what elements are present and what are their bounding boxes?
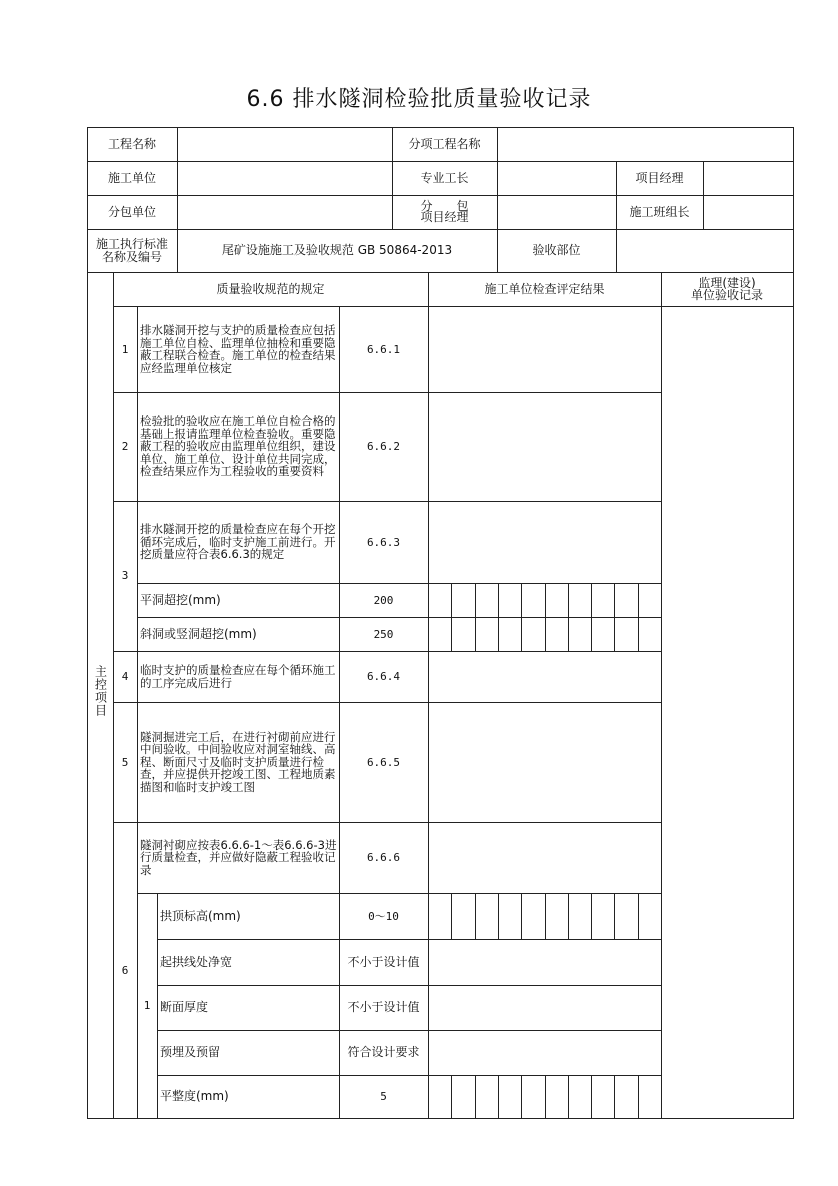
subcontractor-field[interactable]: [177, 195, 392, 229]
grid-line: [157, 1075, 662, 1076]
sub-item-text: 断面厚度: [160, 1000, 209, 1014]
grid-line: [497, 127, 498, 273]
grid-line: [87, 1118, 794, 1119]
team-leader-label: 施工班组长: [629, 204, 690, 219]
subitem-name-field[interactable]: [497, 127, 793, 161]
item-result-cell[interactable]: [428, 651, 661, 702]
grid-line: [339, 306, 340, 1119]
item-clause: 6.6.5: [366, 755, 401, 769]
item-number: 2: [121, 440, 129, 453]
grid-line: [498, 893, 499, 939]
grid-line: [113, 822, 662, 823]
grid-line: [793, 127, 794, 1119]
measurement-cell[interactable]: [545, 1075, 568, 1118]
item-number: 1: [121, 342, 129, 356]
measurement-cell[interactable]: [545, 617, 568, 651]
grid-line: [591, 1075, 592, 1118]
construction-unit-label: 施工单位: [107, 170, 156, 185]
subitem-name-label: 分项工程名称: [408, 136, 481, 151]
grid-line: [157, 985, 662, 986]
measurement-cell[interactable]: [451, 617, 474, 651]
measurement-cell[interactable]: [498, 583, 521, 617]
item-result-cell[interactable]: [428, 1030, 661, 1075]
grid-line: [638, 1075, 639, 1118]
grid-line: [568, 583, 569, 617]
grid-line: [545, 893, 546, 939]
measurement-cell[interactable]: [568, 893, 591, 939]
grid-line: [113, 392, 662, 393]
item-clause: 6.6.4: [366, 670, 401, 683]
grid-line: [157, 939, 662, 940]
item-text: 临时支护的质量检查应在每个循环施工的工序完成后进行: [140, 663, 336, 690]
measurement-cell[interactable]: [498, 617, 521, 651]
sub-item-text: 斜洞或竖洞超挖(mm): [140, 626, 257, 641]
grid-line: [475, 617, 476, 651]
sub-item-value: 不小于设计值: [347, 1000, 420, 1014]
measurement-cell[interactable]: [614, 583, 637, 617]
measurement-cell[interactable]: [638, 893, 661, 939]
subcontractor-label: 分包单位: [107, 204, 156, 219]
grid-line: [113, 651, 662, 652]
item-number: 4: [121, 670, 129, 683]
item-result-cell[interactable]: [428, 822, 661, 893]
item-text: 排水隧洞开挖的质量检查应在每个开挖循环完成后，临时支护施工前进行。开挖质量应符合表6.6.3的规定: [140, 522, 336, 562]
measurement-cell[interactable]: [545, 893, 568, 939]
measurement-cell[interactable]: [521, 617, 544, 651]
measurement-cell[interactable]: [521, 583, 544, 617]
sub-item-text: 平洞超挖(mm): [140, 592, 221, 607]
item-clause: 6.6.3: [366, 535, 401, 549]
foreman-label: 专业工长: [420, 170, 469, 185]
grid-line: [614, 617, 615, 651]
grid-line: [475, 583, 476, 617]
grid-line: [392, 127, 393, 230]
measurement-cell[interactable]: [591, 617, 614, 651]
grid-line: [638, 893, 639, 939]
item-result-cell[interactable]: [428, 985, 661, 1030]
grid-line: [451, 1075, 452, 1118]
grid-line: [498, 1075, 499, 1118]
item-clause: 6.6.1: [366, 342, 401, 356]
project-name-label: 工程名称: [107, 136, 156, 151]
grid-line: [545, 1075, 546, 1118]
item-number: 6: [121, 963, 129, 977]
item-text: 检验批的验收应在施工单位自检合格的基础上报请监理单位检查验收。重要隐蔽工程的验收应由监理单位组织，建设单位、施工单位、设计单位共同完成，检查结果应作为工程验收的重要资料: [140, 414, 336, 479]
grid-line: [521, 583, 522, 617]
grid-line: [521, 617, 522, 651]
grid-line: [638, 583, 639, 617]
measurement-cell[interactable]: [568, 617, 591, 651]
measurement-cell[interactable]: [428, 893, 451, 939]
project-name-field[interactable]: [177, 127, 392, 161]
item-clause: 6.6.2: [366, 440, 401, 453]
standard-label: [87, 229, 177, 272]
measurement-cell[interactable]: [614, 893, 637, 939]
grid-line: [614, 583, 615, 617]
measurement-cell[interactable]: [591, 893, 614, 939]
grid-line: [703, 161, 704, 230]
grid-line: [475, 893, 476, 939]
grid-line: [638, 617, 639, 651]
measurement-cell[interactable]: [428, 617, 451, 651]
grid-line: [521, 1075, 522, 1118]
item-result-cell[interactable]: [428, 702, 661, 822]
sub-item-value: 200: [373, 593, 394, 607]
grid-line: [498, 617, 499, 651]
team-leader-field[interactable]: [703, 195, 793, 229]
measurement-cell[interactable]: [568, 583, 591, 617]
contractor-result-column-header: 施工单位检查评定结果: [484, 281, 605, 296]
measurement-cell[interactable]: [521, 1075, 544, 1118]
sub-pm-label: [392, 195, 497, 229]
measurement-cell[interactable]: [638, 1075, 661, 1118]
sub-pm-field[interactable]: [497, 195, 616, 229]
measurement-cell[interactable]: [475, 1075, 498, 1118]
supervision-record-cell[interactable]: [661, 306, 793, 1118]
grid-line: [661, 272, 662, 1119]
standard-label-line2: 名称及编号: [101, 249, 162, 264]
standard-value: 尾矿设施施工及验收规范 GB 50864-2013: [221, 243, 453, 257]
grid-line: [545, 583, 546, 617]
project-manager-label: 项目经理: [635, 170, 684, 185]
sub-item-text: 起拱线处净宽: [160, 954, 233, 969]
measurement-cell[interactable]: [545, 583, 568, 617]
measurement-cell[interactable]: [638, 583, 661, 617]
measurement-cell[interactable]: [451, 1075, 474, 1118]
measurement-cell[interactable]: [451, 893, 474, 939]
measurement-cell[interactable]: [498, 893, 521, 939]
foreman-field[interactable]: [497, 161, 616, 195]
section-label-main-control: 主控项目: [93, 665, 108, 717]
grid-line: [87, 229, 794, 230]
grid-line: [451, 583, 452, 617]
sub-item-value: 0～10: [368, 909, 399, 923]
grid-line: [451, 893, 452, 939]
item-text: 排水隧洞开挖与支护的质量检查应包括施工单位自检、监理单位抽检和重要隐蔽工程联合检查。施工单位的检查结果应经监理单位核定: [140, 323, 336, 375]
item-result-cell[interactable]: [428, 306, 661, 392]
item-number: 3: [121, 568, 129, 582]
grid-line: [137, 893, 662, 894]
grid-line: [87, 195, 794, 196]
measurement-cell[interactable]: [475, 617, 498, 651]
acceptance-part-field[interactable]: [616, 229, 793, 272]
grid-line: [113, 501, 662, 502]
sub-item-text: 预埋及预留: [160, 1045, 221, 1059]
sub-pm-label-line2: 项目经理: [420, 210, 469, 224]
acceptance-part-label: 验收部位: [532, 243, 581, 257]
grid-line: [475, 1075, 476, 1118]
grid-line: [137, 583, 662, 584]
grid-line: [591, 583, 592, 617]
grid-line: [545, 617, 546, 651]
sub-pm-label-line1: 分 包: [420, 199, 469, 213]
measurement-cell[interactable]: [428, 1075, 451, 1118]
measurement-cell[interactable]: [568, 1075, 591, 1118]
sub-item-text: 拱顶标高(mm): [160, 908, 241, 923]
grid-line: [451, 617, 452, 651]
item-number: 5: [121, 755, 129, 769]
grid-line: [568, 1075, 569, 1118]
sub-item-number: 1: [143, 999, 151, 1012]
item-result-cell[interactable]: [428, 939, 661, 985]
grid-line: [568, 893, 569, 939]
measurement-cell[interactable]: [614, 617, 637, 651]
measurement-cell[interactable]: [428, 583, 451, 617]
grid-line: [157, 1030, 662, 1031]
sub-item-value: 250: [373, 627, 394, 641]
standard-label-line1: 施工执行标准: [95, 236, 168, 251]
grid-line: [87, 127, 88, 1119]
grid-line: [87, 272, 794, 273]
measurement-cell[interactable]: [638, 617, 661, 651]
supervision-header-line2: 单位验收记录: [690, 288, 763, 302]
grid-line: [137, 306, 138, 1119]
construction-unit-field[interactable]: [177, 161, 392, 195]
page-title: 6.6 排水隧洞检验批质量验收记录: [246, 87, 592, 112]
sub-item-value: 符合设计要求: [347, 1045, 420, 1059]
grid-line: [428, 272, 429, 1119]
grid-line: [87, 127, 794, 128]
grid-line: [568, 617, 569, 651]
measurement-cell[interactable]: [591, 1075, 614, 1118]
grid-line: [113, 272, 114, 1119]
measurement-cell[interactable]: [475, 893, 498, 939]
sub-item-text: 平整度(mm): [160, 1089, 229, 1103]
measurement-cell[interactable]: [475, 583, 498, 617]
item-clause: 6.6.6: [366, 851, 401, 864]
grid-line: [521, 893, 522, 939]
grid-line: [616, 161, 617, 273]
supervision-column-header: [661, 272, 793, 306]
measurement-cell[interactable]: [614, 1075, 637, 1118]
sub-item-value: 不小于设计值: [347, 954, 420, 969]
supervision-header-line1: 监理(建设): [698, 276, 756, 290]
item-text: 隧洞掘进完工后，在进行衬砌前应进行中间验收。中间验收应对洞室轴线、高程、断面尺寸及临时支护质量进行检查，并应提供开挖竣工图、工程地质素描图和临时支护竣工图: [140, 729, 336, 794]
grid-line: [137, 617, 662, 618]
grid-line: [591, 617, 592, 651]
grid-line: [614, 893, 615, 939]
item-text: 隧洞衬砌应按表6.6.6-1～表6.6.6-3进行质量检查，并应做好隐蔽工程验收记录: [140, 837, 337, 877]
measurement-cell[interactable]: [451, 583, 474, 617]
project-manager-field[interactable]: [703, 161, 793, 195]
spec-column-header: 质量验收规范的规定: [216, 281, 325, 296]
grid-line: [591, 893, 592, 939]
grid-line: [177, 127, 178, 273]
item-result-cell[interactable]: [428, 501, 661, 583]
grid-line: [113, 306, 794, 307]
grid-line: [157, 893, 158, 1119]
grid-line: [498, 583, 499, 617]
measurement-cell[interactable]: [521, 893, 544, 939]
sub-item-value: 5: [380, 1090, 387, 1103]
item-result-cell[interactable]: [428, 392, 661, 501]
grid-line: [614, 1075, 615, 1118]
measurement-cell[interactable]: [498, 1075, 521, 1118]
measurement-cell[interactable]: [591, 583, 614, 617]
grid-line: [113, 702, 662, 703]
grid-line: [87, 161, 794, 162]
